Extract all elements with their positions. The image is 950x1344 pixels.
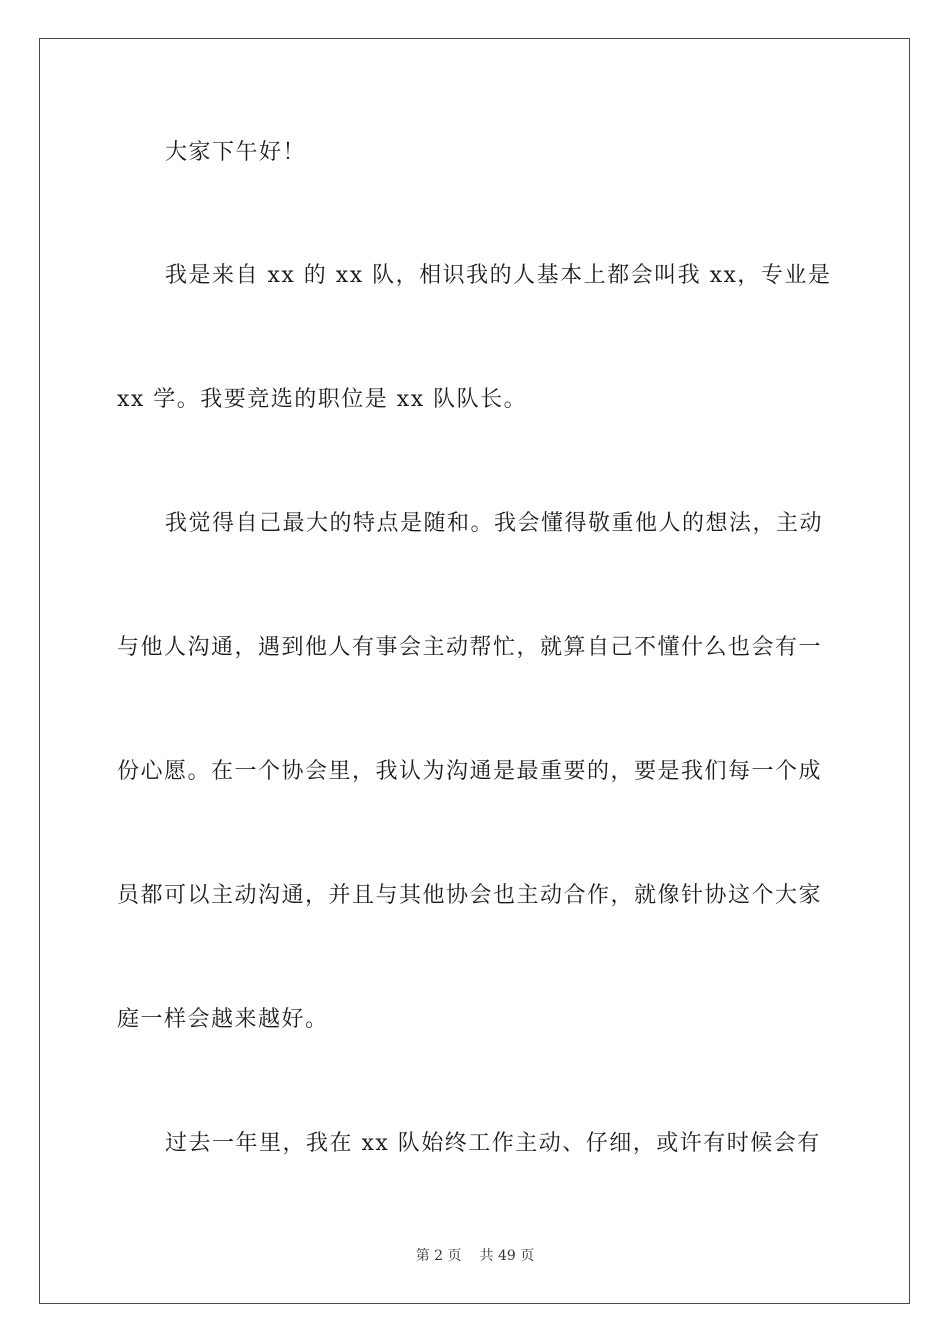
text-line: 过去一年里，我在 xx 队始终工作主动、仔细，或许有时候会有 <box>165 1131 821 1156</box>
text-line: 我觉得自己最大的特点是随和。我会懂得敬重他人的想法，主动 <box>165 511 824 536</box>
text-line: 员都可以主动沟通，并且与其他协会也主动合作，就像针协这个大家 <box>117 883 823 908</box>
text-line: 我是来自 xx 的 xx 队，相识我的人基本上都会叫我 xx，专业是 <box>165 263 832 288</box>
text-line: xx 学。我要竞选的职位是 xx 队队长。 <box>117 387 528 412</box>
text-line: 与他人沟通，遇到他人有事会主动帮忙，就算自己不懂什么也会有一 <box>117 635 823 660</box>
text-line: 庭一样会越来越好。 <box>117 1007 329 1032</box>
text-line-greeting: 大家下午好！ <box>165 140 307 165</box>
page-footer <box>0 1246 950 1266</box>
text-line: 份心愿。在一个协会里，我认为沟通是最重要的，要是我们每一个成 <box>117 759 823 784</box>
page-number: 第 2 页 <box>415 1248 462 1264</box>
page-frame <box>39 38 910 1304</box>
page-total: 共 49 页 <box>479 1248 535 1264</box>
